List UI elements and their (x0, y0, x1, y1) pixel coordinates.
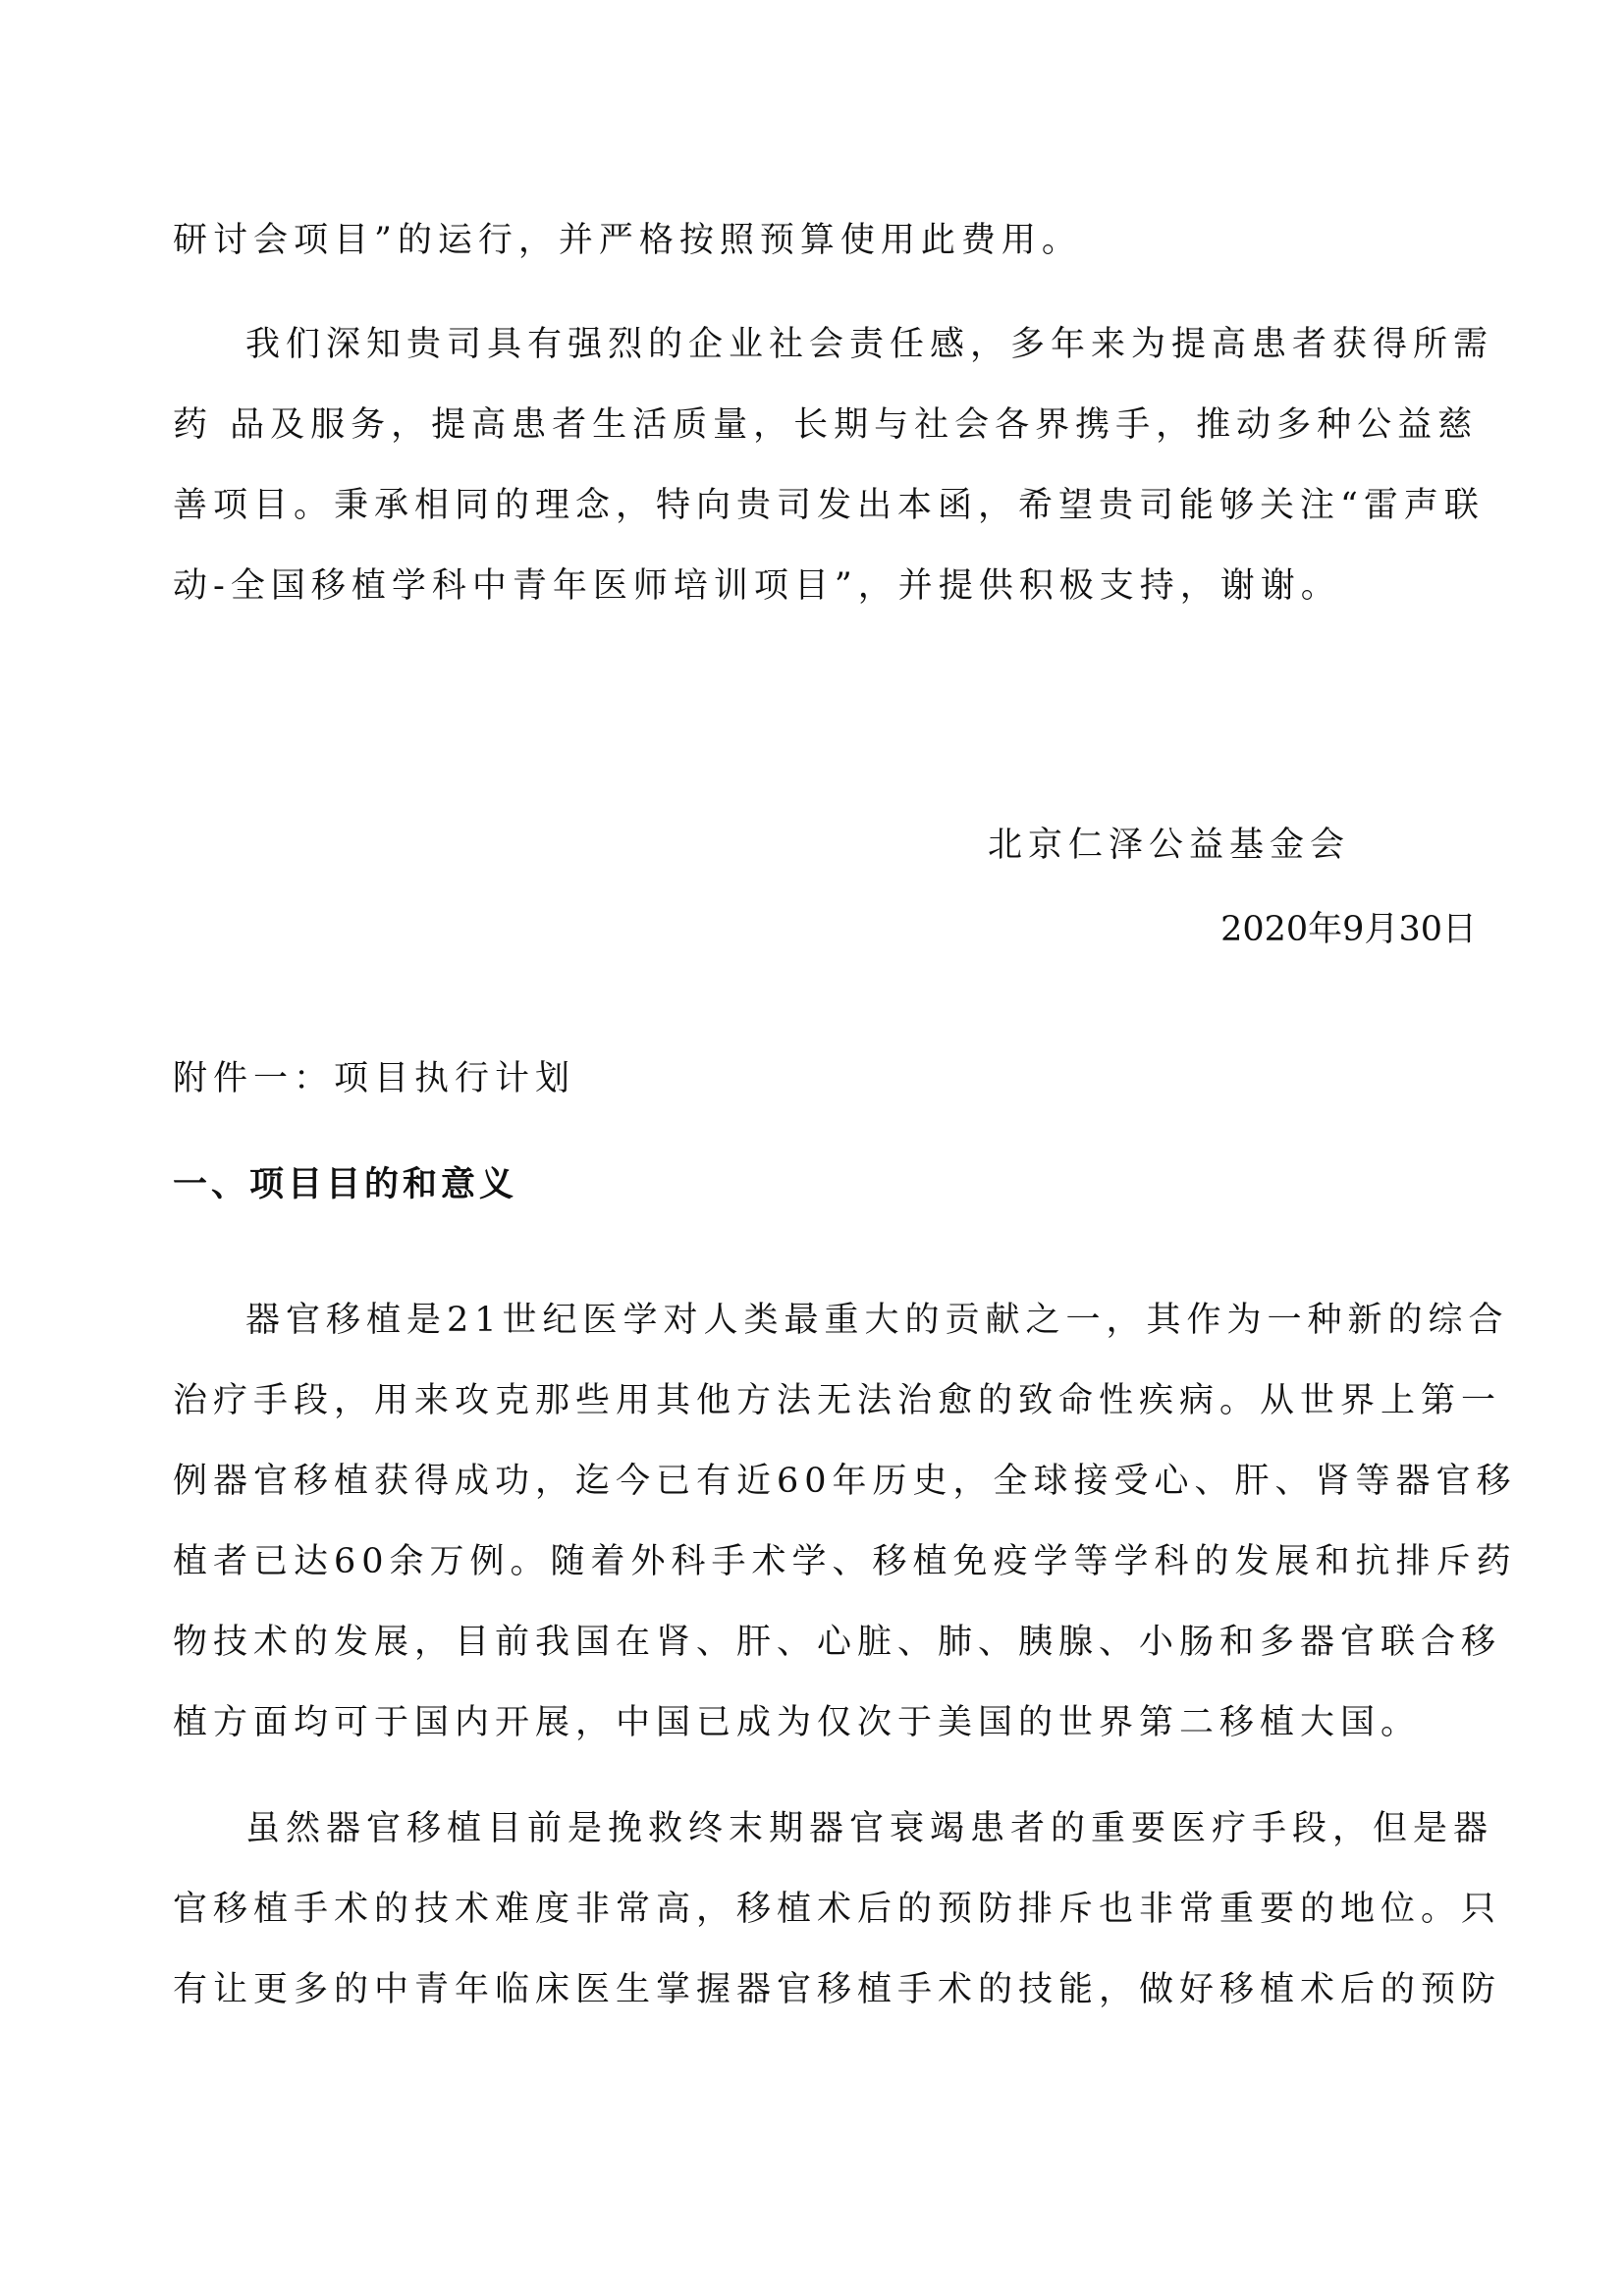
paragraph2-line-2: 官移植手术的技术难度非常高，移植术后的预防排斥也非常重要的地位。只 (173, 1890, 1502, 1929)
paragraph1-line-5: 物技术的发展，目前我国在肾、肝、心脏、肺、胰腺、小肠和多器官联合移 (173, 1623, 1502, 1662)
paragraph1-line-3: 例器官移植获得成功，迄今已有近60年历史，全球接受心、肝、肾等器官移 (173, 1462, 1517, 1501)
letter-line-3: 药 品及服务，提高患者生活质量，长期与社会各界携手，推动多种公益慈 (173, 405, 1479, 445)
paragraph2-line-1: 虽然器官移植目前是挽救终末期器官衰竭患者的重要医疗手段，但是器 (245, 1809, 1494, 1848)
letter-line-2: 我们深知贵司具有强烈的企业社会责任感，多年来为提高患者获得所需 (245, 325, 1494, 364)
letter-line-5: 动-全国移植学科中青年医师培训项目”，并提供积极支持，谢谢。 (173, 566, 1341, 606)
paragraph1-line-4: 植者已达60余万例。随着外科手术学、移植免疫学等学科的发展和抗排斥药 (173, 1542, 1517, 1581)
letter-line-1: 研讨会项目”的运行，并严格按照预算使用此费用。 (173, 221, 1082, 260)
paragraph1-line-2: 治疗手段，用来攻克那些用其他方法无法治愈的致命性疾病。从世界上第一 (173, 1381, 1502, 1420)
paragraph2-line-3: 有让更多的中青年临床医生掌握器官移植手术的技能，做好移植术后的预防 (173, 1970, 1502, 2009)
letter-line-4: 善项目。秉承相同的理念，特向贵司发出本函，希望贵司能够关注“雷声联 (173, 486, 1485, 525)
paragraph1-line-6: 植方面均可于国内开展，中国已成为仅次于美国的世界第二移植大国。 (173, 1703, 1422, 1742)
attachment-title: 附件一：项目执行计划 (173, 1059, 576, 1098)
section-heading: 一、项目目的和意义 (173, 1165, 518, 1204)
letter-date: 2020年9月30日 (1220, 910, 1477, 949)
signature: 北京仁泽公益基金会 (988, 826, 1351, 865)
paragraph1-line-1: 器官移植是21世纪医学对人类最重大的贡献之一，其作为一种新的综合 (245, 1301, 1509, 1340)
